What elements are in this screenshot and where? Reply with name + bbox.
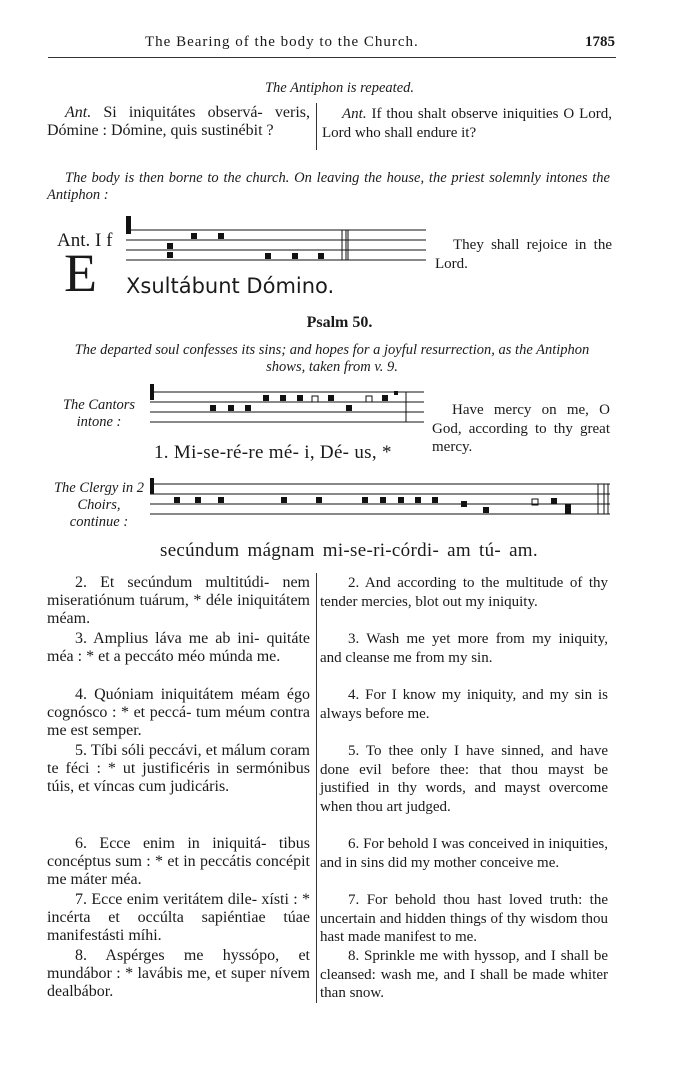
verse-english-text: 2. And according to the multitude of thy tender mercies, blot out my iniquity. — [320, 575, 608, 610]
verse-8-english — [320, 947, 608, 1003]
ant-english-text: If thou shalt observe iniquities O Lord, Lord who shall endure it? — [322, 106, 612, 141]
antiphon-repeated-latin — [47, 104, 310, 140]
verse-7-english — [320, 891, 608, 947]
header-rule — [48, 57, 616, 58]
verse-english-text: 7. For behold thou hast loved truth: the uncertain and hidden things of thy wisdom thou hast made manifest to me. — [320, 892, 608, 945]
verse-latin-text: 5. Tíbi sóli peccávi, et málum coram te féci : * ut justificéris in sermónibus túis, et víncas cum judicáris. — [47, 742, 310, 795]
clergy-staff — [148, 474, 614, 530]
verse-4-english — [320, 686, 608, 723]
verse-6-latin — [47, 835, 310, 889]
cantors-staff — [148, 380, 428, 432]
cantors-label: The Cantors intone : — [62, 397, 136, 430]
antiphon-translation: They shall rejoice in the Lord. — [435, 237, 612, 272]
running-header — [145, 34, 615, 54]
antiphon-text: Xsultábunt Dómino. — [126, 274, 335, 298]
verse-english-text: 5. To thee only I have sinned, and have done evil before thee: that thou mayst be justified in thy words, and mayst overcome when thou art judged. — [320, 743, 608, 815]
column-divider — [316, 103, 317, 150]
antiphon-repeated-english — [322, 105, 612, 142]
verse-latin-text: 2. Et secúndum multitúdi- nem miseratiónum tuárum, * déle iniquitátem méam. — [47, 574, 310, 627]
clergy-label: The Clergy in 2 Choirs, continue : — [53, 480, 145, 530]
antiphon-repeated-rubric: The Antiphon is repeated. — [264, 80, 414, 96]
borne-rubric: The body is then borne to the church. On leaving the house, the priest solemnly intones the Antiphon : — [47, 170, 610, 203]
verse-5-english — [320, 742, 608, 816]
verse-3-latin — [47, 630, 310, 666]
verse-4-latin — [47, 686, 310, 740]
verse-latin-text: 8. Aspérges me hyssópo, et mundábor : * lavábis me, et super nívem dealbábor. — [47, 947, 310, 1000]
verse-2-latin — [47, 574, 310, 628]
verse-english-text: 3. Wash me yet more from my iniquity, and cleanse me from my sin. — [320, 631, 608, 666]
verse-latin-text: 7. Ecce enim veritátem dile- xísti : * incérta et occúlta sapiéntiae túae manifestásti míhi. — [47, 891, 310, 944]
verse-column-divider — [316, 573, 317, 1003]
verse-5-latin — [47, 742, 310, 796]
verse-2-english — [320, 574, 608, 611]
cantors-translation: Have mercy on me, O God, according to thy great mercy. — [432, 402, 610, 455]
verse-english-text: 4. For I know my iniquity, and my sin is always before me. — [320, 687, 608, 722]
psalm-rubric: The departed soul confesses its sins; and hopes for a joyful resurrection, as the Antiphon shows, taken from v. 9. — [74, 342, 590, 375]
antiphon-label: Ant. I f — [57, 230, 113, 251]
verse-7-latin — [47, 891, 310, 945]
verse-latin-text: 6. Ecce enim in iniquitá- tibus concéptus sum : * et in peccátis concépit me máter méa. — [47, 835, 310, 888]
verse-8-latin — [47, 947, 310, 1001]
cantors-text: 1. Mi-se-ré-re mé- i, Dé- us, * — [154, 442, 392, 463]
verse-3-english — [320, 630, 608, 667]
verse-english-text: 8. Sprinkle me with hyssop, and I shall be cleansed: wash me, and I shall be made whiter than snow. — [320, 948, 608, 1001]
verse-latin-text: 3. Amplius láva me ab ini- quitáte méa : * et a peccáto méo múnda me. — [47, 630, 310, 665]
antiphon-staff — [118, 212, 428, 268]
verse-latin-text: 4. Quóniam iniquitátem méam égo cognósco : * et peccá- tum méum contra me est semper. — [47, 686, 310, 739]
page-number: 1785 — [585, 34, 615, 50]
verse-6-english — [320, 835, 608, 872]
ant-label-en: Ant. — [342, 106, 367, 122]
clergy-text: secúndum mágnam mi-se-ri-córdi- am tú- am. — [160, 540, 538, 561]
ant-label: Ant. — [65, 104, 92, 121]
drop-cap-initial: E — [64, 243, 97, 303]
psalm-title: Psalm 50. — [306, 314, 373, 331]
ant-latin-text: Si iniquitátes observá- veris, Dómine : Dómine, quis sustinébit ? — [47, 104, 311, 139]
verse-english-text: 6. For behold I was conceived in iniquities, and in sins did my mother conceive me. — [320, 836, 608, 871]
header-title: The Bearing of the body to the Church. — [145, 34, 419, 50]
